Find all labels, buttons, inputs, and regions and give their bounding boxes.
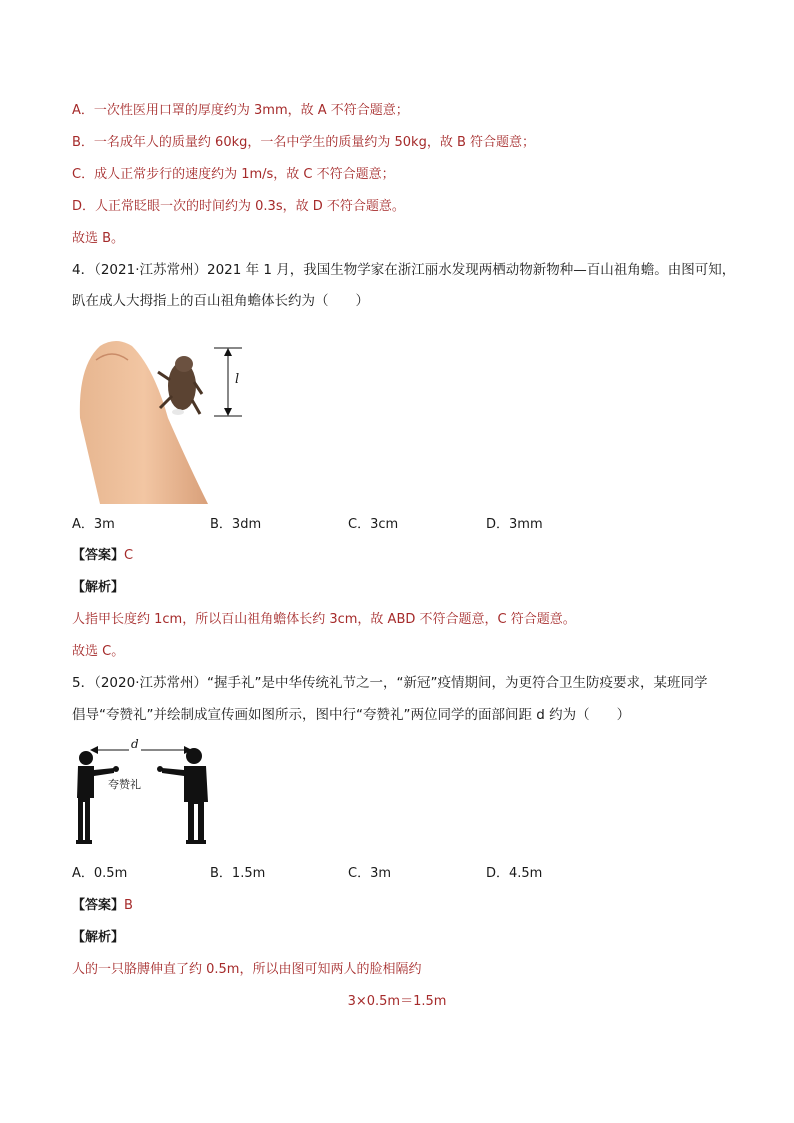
q5-equation: 3×0.5m＝1.5m — [347, 994, 447, 1009]
left-person-silhouette — [76, 751, 119, 844]
q4-option-d: D．3mm — [486, 517, 543, 532]
q5-option-a: A．0.5m — [72, 866, 128, 881]
explanation-option-a: A．一次性医用口罩的厚度约为 3mm，故 A 不符合题意； — [72, 103, 409, 118]
q5-option-c: C．3m — [348, 866, 392, 881]
q4-figure-thumb-toad — [72, 338, 282, 504]
q5-analysis-tag: 【解析】 — [72, 930, 125, 945]
distance-label-d: d — [131, 737, 139, 751]
explanation-conclusion: 故选 B。 — [72, 231, 125, 246]
toad-icon — [158, 356, 202, 415]
q5-answer — [72, 896, 133, 916]
q4-answer-value: C — [124, 548, 134, 563]
q4-stem-line1: 4．（2021·江苏常州）2021 年 1 月，我国生物学家在浙江丽水发现两栖动物新物种—百山祖角蟾。由图可知， — [72, 262, 736, 278]
thumb-toad-illustration — [72, 338, 282, 504]
q5-option-d: D．4.5m — [486, 866, 543, 881]
explanation-option-d: D．人正常眨眼一次的时间约为 0.3s，故 D 不符合题意。 — [72, 199, 405, 214]
q4-option-a: A．3m — [72, 517, 115, 532]
figure-caption: 夸赞礼 — [108, 778, 141, 791]
q4-option-b: B．3dm — [210, 517, 262, 532]
q4-answer-tag: 【答案】 — [72, 548, 125, 563]
q5-figure-praise-gesture — [72, 738, 220, 848]
q5-answer-value: B — [124, 898, 133, 913]
q4-option-c: C．3cm — [348, 517, 399, 532]
q4-conclusion: 故选 C。 — [72, 644, 125, 659]
q5-option-b: B．1.5m — [210, 866, 266, 881]
q4-analysis-tag: 【解析】 — [72, 580, 125, 595]
q5-analysis: 人的一只胳膊伸直了约 0.5m，所以由图可知两人的脸相隔约 — [72, 962, 422, 977]
explanation-option-b: B．一名成年人的质量约 60kg，一名中学生的质量约为 50kg，故 B 符合题意； — [72, 135, 536, 150]
q4-answer — [72, 546, 133, 566]
q4-stem-line2: 趴在成人大拇指上的百山祖角蟾体长约为（ ） — [72, 293, 369, 309]
arrow-d — [90, 746, 192, 754]
explanation-option-c: C．成人正常步行的速度约为 1m/s，故 C 不符合题意； — [72, 167, 395, 182]
right-person-silhouette — [157, 748, 208, 844]
q5-stem-line2: 倡导“夸赞礼”并绘制成宣传画如图所示，图中行“夸赞礼”两位同学的面部间距 d 约为（ ） — [72, 707, 631, 723]
q5-answer-tag: 【答案】 — [72, 898, 125, 913]
praise-gesture-illustration — [72, 738, 220, 848]
length-label-l: l — [235, 372, 240, 387]
q5-stem-line1: 5．（2020·江苏常州）“握手礼”是中华传统礼节之一，“新冠”疫情期间，为更符合卫生防疫要求，某班同学 — [72, 675, 708, 691]
q4-analysis: 人指甲长度约 1cm，所以百山祖角蟾体长约 3cm，故 ABD 不符合题意，C 符合题意。 — [72, 612, 576, 627]
